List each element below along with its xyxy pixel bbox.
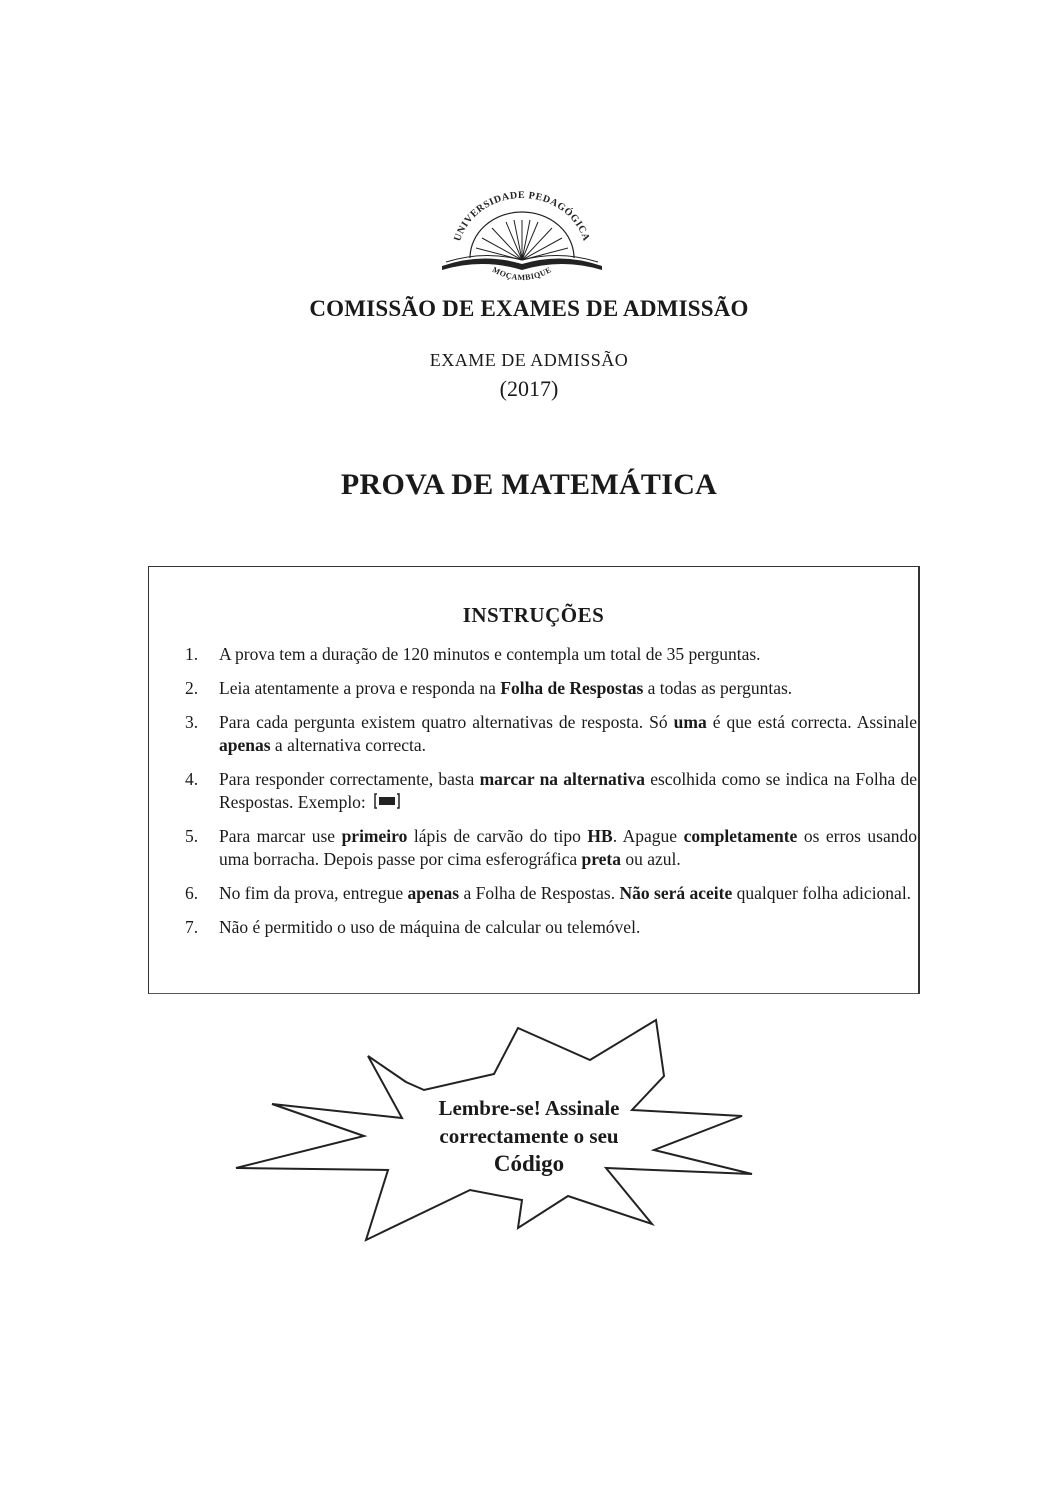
instruction-item — [185, 768, 917, 814]
instruction-text: ou azul. — [621, 849, 681, 869]
logo-bottom-text: MOÇAMBIQUE — [490, 264, 554, 283]
instruction-emphasis: Folha de Respostas — [500, 678, 644, 698]
instruction-item — [185, 643, 917, 666]
instruction-text: . Apague — [612, 826, 684, 846]
instruction-emphasis: uma — [673, 712, 707, 732]
instruction-number: 4. — [185, 769, 199, 789]
university-logo — [436, 186, 608, 294]
instruction-text: Não é permitido o uso de máquina de calcular ou telemóvel. — [219, 917, 641, 937]
instruction-emphasis: HB — [587, 826, 613, 846]
instruction-text: Para responder correctamente, basta — [219, 769, 480, 789]
instruction-text: escolhida como se indica na Folha de Respostas. Exemplo: — [219, 769, 917, 812]
instructions-list — [185, 643, 917, 950]
instruction-text: a alternativa correcta. — [270, 735, 426, 755]
instruction-emphasis: Não será aceite — [619, 883, 733, 903]
reminder-line-2: correctamente o seu — [439, 1124, 619, 1148]
instruction-number: 1. — [185, 644, 199, 664]
instructions-box — [148, 566, 920, 994]
instruction-text: os erros usando uma borracha. Depois passe por cima esferográfica — [219, 826, 917, 869]
exam-label: EXAME DE ADMISSÃO — [429, 350, 629, 370]
instructions-title: INSTRUÇÕES — [462, 603, 605, 627]
instruction-emphasis: primeiro — [341, 826, 408, 846]
instruction-text: a Folha de Respostas. — [459, 883, 620, 903]
instruction-emphasis: apenas — [407, 883, 460, 903]
reminder-line-3: Código — [493, 1151, 565, 1176]
instruction-emphasis: apenas — [219, 735, 271, 755]
instruction-text: é que está correcta. Assinale — [706, 712, 917, 732]
reminder-text — [380, 1094, 678, 1178]
instruction-text: Para marcar use — [219, 826, 342, 846]
instruction-item — [185, 677, 917, 700]
logo-arc-text: UNIVERSIDADE PEDAGÓGICA — [452, 189, 592, 243]
instruction-text: A prova tem a duração de 120 minutos e contempla um total de 35 perguntas. — [219, 644, 761, 664]
instruction-text: Para cada pergunta existem quatro alternativas de resposta. Só — [219, 712, 674, 732]
instruction-item — [185, 825, 917, 871]
reminder-line-1: Lembre-se! Assinale — [438, 1096, 620, 1120]
subject-title: PROVA DE MATEMÁTICA — [340, 468, 718, 501]
instruction-number: 5. — [185, 826, 199, 846]
instruction-number: 7. — [185, 917, 199, 937]
instruction-number: 3. — [185, 712, 199, 732]
instruction-item — [185, 711, 917, 757]
instruction-item — [185, 916, 917, 939]
instruction-text: No fim da prova, entregue — [219, 883, 408, 903]
marked-answer-example-icon — [374, 792, 400, 810]
instruction-emphasis: preta — [581, 849, 622, 869]
instruction-number: 6. — [185, 883, 199, 903]
committee-title: COMISSÃO DE EXAMES DE ADMISSÃO — [309, 296, 749, 321]
instruction-text: a todas as perguntas. — [643, 678, 793, 698]
instruction-number: 2. — [185, 678, 199, 698]
instruction-emphasis: marcar na alternativa — [479, 769, 645, 789]
instruction-text: lápis de carvão do tipo — [407, 826, 588, 846]
instruction-text: qualquer folha adicional. — [732, 883, 912, 903]
exam-year: (2017) — [499, 376, 559, 401]
instruction-text: Leia atentamente a prova e responda na — [219, 678, 501, 698]
instruction-emphasis: completamente — [683, 826, 798, 846]
instruction-item — [185, 882, 917, 905]
